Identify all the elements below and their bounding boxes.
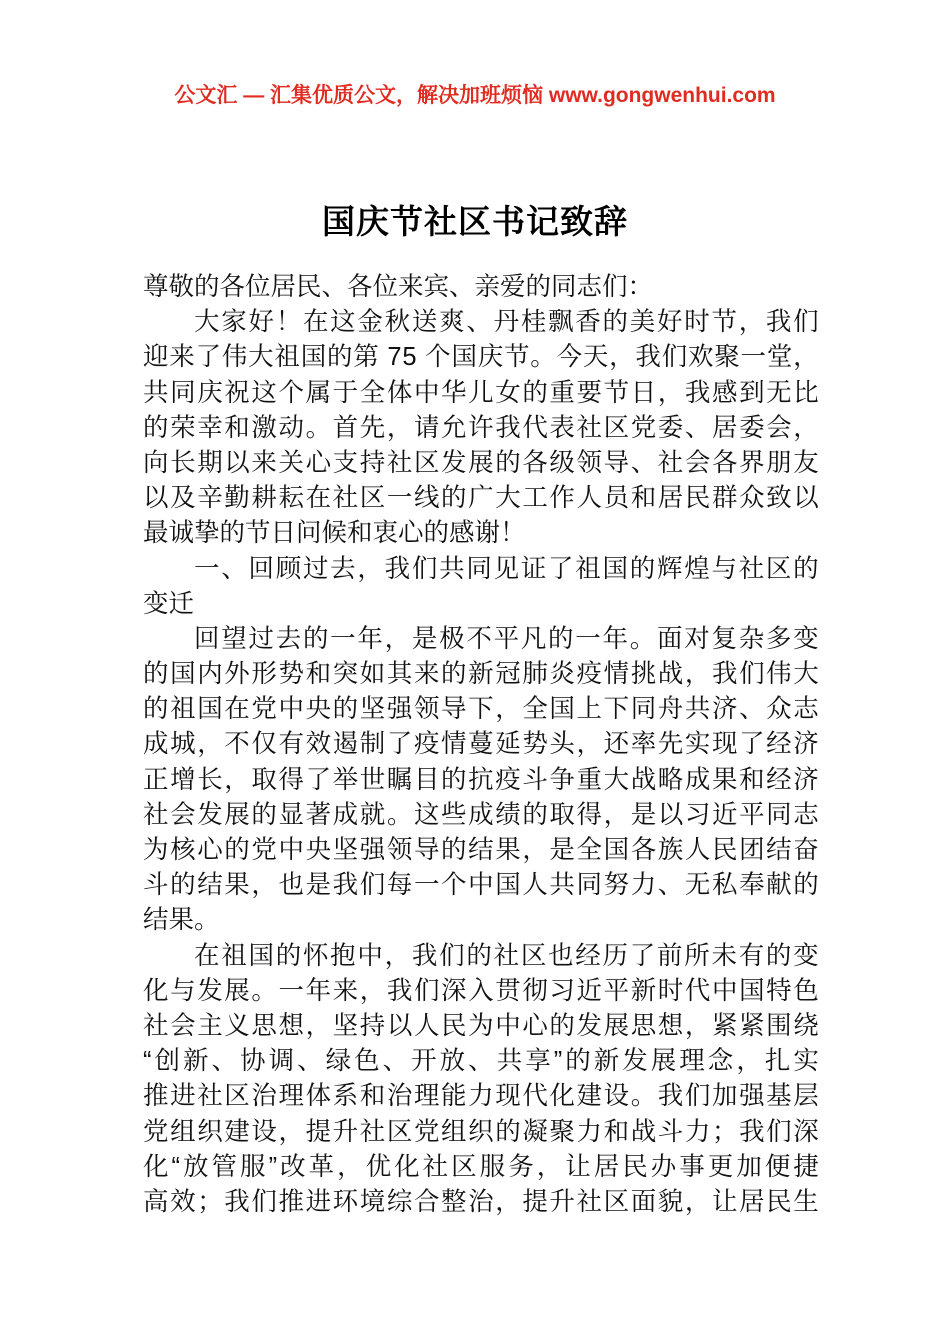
body-line: 的 国 内 外 形 势 和 突 如 其 来 的 新 冠 肺 炎 疫 情 挑 战 ， 我 们 伟 大 [143, 660, 819, 689]
site-watermark-banner: 公文汇 — 汇集优质公文，解决加班烦恼 www.gongwenhui.com [174, 84, 776, 107]
body-line: 一 、 回 顾 过 去 ， 我 们 共 同 见 证 了 祖 国 的 辉 煌 与 社 区 的 [194, 554, 819, 583]
body-line: 斗 的 结 果 ， 也 是 我 们 每 一 个 中 国 人 共 同 努 力 、 无 私 奉 献 的 [143, 871, 819, 900]
body-line: 变迁 [143, 589, 195, 618]
body-line: 结果。 [143, 906, 220, 935]
body-line: 高 效 ； 我 们 推 进 环 境 综 合 整 治 ， 提 升 社 区 面 貌 ， 让 居 民 生 [143, 1187, 819, 1216]
page-title: 国庆节社区书记致辞 [322, 203, 628, 241]
body-line: 化 与 发 展 。 一 年 来 ， 我 们 深 入 贯 彻 习 近 平 新 时 代 中 国 特 色 [143, 976, 819, 1005]
body-line: 化 “ 放 管 服 ” 改 革 ， 优 化 社 区 服 务 ， 让 居 民 办 事 更 加 便 捷 [143, 1152, 819, 1181]
body-line: 的 荣 幸 和 激 动 。 首 先 ， 请 允 许 我 代 表 社 区 党 委 、 居 委 会 ， [143, 413, 819, 442]
body-line: 迎 来 了 伟 大 祖 国 的 第 7 5 个 国 庆 节 。 今 天 ， 我 们 欢 聚 一 堂 ， [143, 343, 819, 372]
body-line: 为 核 心 的 党 中 央 坚 强 领 导 的 结 果 ， 是 全 国 各 族 人 民 团 结 奋 [143, 836, 819, 864]
body-line: 社 会 发 展 的 显 著 成 就 。 这 些 成 绩 的 取 得 ， 是 以 习 近 平 同 志 [143, 800, 819, 829]
body-line: 在 祖 国 的 怀 抱 中 ， 我 们 的 社 区 也 经 历 了 前 所 未 有 的 变 [194, 941, 819, 970]
body-line: 向 长 期 以 来 关 心 支 持 社 区 发 展 的 各 级 领 导 、 社 会 各 界 朋 友 [143, 448, 819, 477]
body-line: 共 同 庆 祝 这 个 属 于 全 体 中 华 儿 女 的 重 要 节 日 ， 我 感 到 无 比 [143, 378, 819, 407]
body-line: 以 及 辛 勤 耕 耘 在 社 区 一 线 的 广 大 工 作 人 员 和 居 民 群 众 致 以 [143, 484, 819, 513]
body-line: 最诚挚的节日问候和衷心的感谢！ [143, 519, 526, 548]
body-line: 正 增 长 ， 取 得 了 举 世 瞩 目 的 抗 疫 斗 争 重 大 战 略 成 果 和 经 济 [143, 765, 819, 794]
body-line: 的 祖 国 在 党 中 央 的 坚 强 领 导 下 ， 全 国 上 下 同 舟 共 济 、 众 志 [143, 695, 819, 724]
document-body [143, 270, 819, 1220]
body-line: 推 进 社 区 治 理 体 系 和 治 理 能 力 现 代 化 建 设 。 我 们 加 强 基 层 [143, 1082, 819, 1111]
body-line: 党 组 织 建 设 ， 提 升 社 区 党 组 织 的 凝 聚 力 和 战 斗 力 ； 我 们 深 [143, 1117, 819, 1146]
body-line: 尊敬的各位居民、各位来宾、亲爱的同志们： [143, 273, 654, 301]
body-line: 社 会 主 义 思 想 ， 坚 持 以 人 民 为 中 心 的 发 展 思 想 ， 紧 紧 围 绕 [143, 1011, 819, 1040]
body-line: 回 望 过 去 的 一 年 ， 是 极 不 平 凡 的 一 年 。 面 对 复 杂 多 变 [194, 624, 819, 653]
body-line: 成 城 ， 不 仅 有 效 遏 制 了 疫 情 蔓 延 势 头 ， 还 率 先 实 现 了 经 济 [143, 730, 819, 759]
body-line: 大 家 好 ！ 在 这 金 秋 送 爽 、 丹 桂 飘 香 的 美 好 时 节 ， 我 们 [194, 308, 819, 337]
body-line: “ 创 新 、 协 调 、 绿 色 、 开 放 、 共 享 ” 的 新 发 展 理 念 ， 扎 实 [143, 1047, 819, 1076]
